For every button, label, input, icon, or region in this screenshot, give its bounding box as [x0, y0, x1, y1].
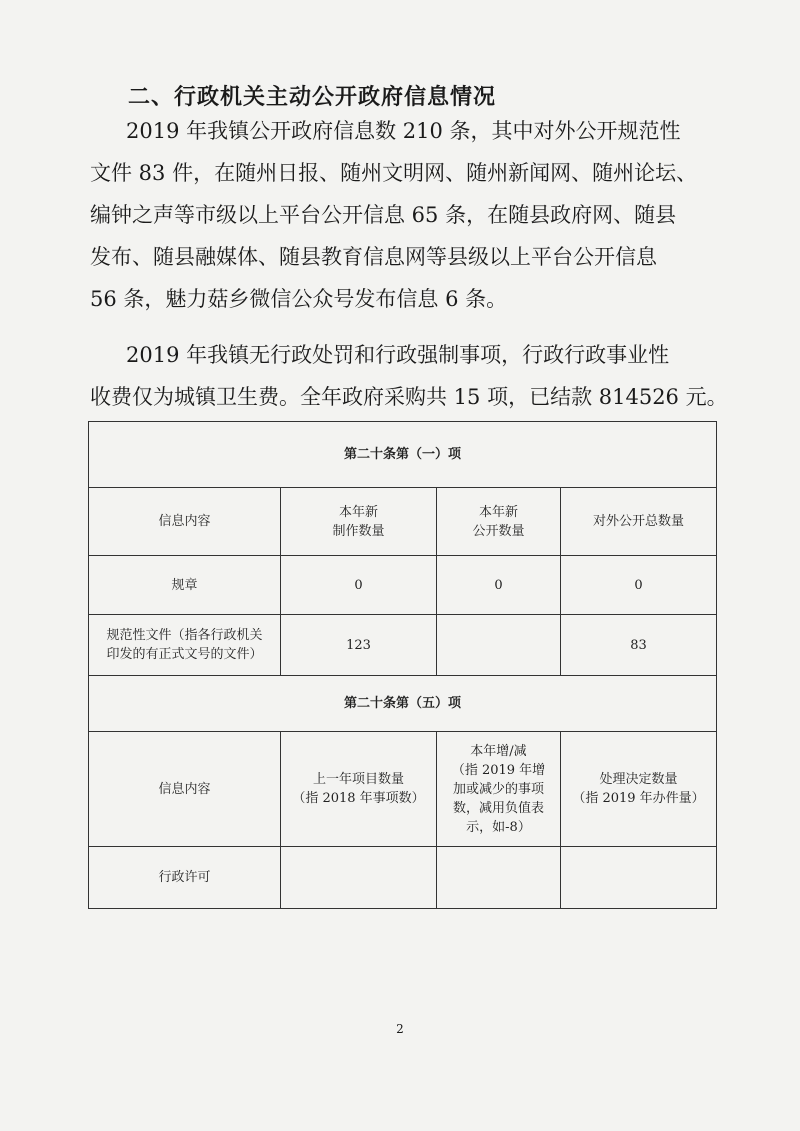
paragraph-public-info-stats — [90, 110, 730, 320]
col-header-total-public: 对外公开总数量 — [561, 488, 717, 556]
cell-new-made: 123 — [281, 615, 437, 676]
section-title-row — [89, 676, 717, 732]
paragraph-line: 2019 年我镇无行政处罚和行政强制事项，行政行政事业性 — [126, 343, 670, 367]
col-header-new-made: 本年新 制作数量 — [281, 488, 437, 556]
col-header-info-content: 信息内容 — [89, 488, 281, 556]
row-label: 规范性文件（指各行政机关 印发的有正式文号的文件） — [89, 615, 281, 676]
col-header-prev-year-count: 上一年项目数量 （指 2018 年事项数） — [281, 732, 437, 847]
col-header-decisions: 处理决定数量 （指 2019 年办件量） — [561, 732, 717, 847]
cell-change — [437, 847, 561, 909]
paragraph-line: 文件 83 件，在随州日报、随州文明网、随州新闻网、随州论坛、 — [90, 161, 698, 185]
cell-total-public: 83 — [561, 615, 717, 676]
table-row — [89, 556, 717, 615]
disclosure-table — [88, 421, 717, 909]
cell-prev-year — [281, 847, 437, 909]
row-label: 规章 — [89, 556, 281, 615]
row-label: 行政许可 — [89, 847, 281, 909]
cell-new-made: 0 — [281, 556, 437, 615]
page-number: 2 — [396, 1022, 404, 1036]
col-header-new-public: 本年新 公开数量 — [437, 488, 561, 556]
table-row — [89, 847, 717, 909]
col-header-change: 本年增/减 （指 2019 年增 加或减少的事项 数，减用负值表 示，如-8） — [437, 732, 561, 847]
header-row — [89, 732, 717, 847]
paragraph-line: 2019 年我镇公开政府信息数 210 条，其中对外公开规范性 — [126, 119, 681, 143]
header-row — [89, 488, 717, 556]
section-title-row — [89, 422, 717, 488]
col-header-info-content: 信息内容 — [89, 732, 281, 847]
paragraph-line: 56 条，魅力菇乡微信公众号发布信息 6 条。 — [90, 287, 508, 311]
section-heading: 二、行政机关主动公开政府信息情况 — [128, 85, 497, 110]
cell-new-public: 0 — [437, 556, 561, 615]
paragraph-line: 发布、随县融媒体、随县教育信息网等县级以上平台公开信息 — [90, 245, 657, 269]
paragraph-penalties-procurement — [90, 334, 730, 418]
section-title-article-20-5: 第二十条第（五）项 — [89, 676, 717, 732]
cell-decisions — [561, 847, 717, 909]
paragraph-line: 收费仅为城镇卫生费。全年政府采购共 15 项，已结款 814526 元。 — [90, 385, 728, 409]
paragraph-line: 编钟之声等市级以上平台公开信息 65 条，在随县政府网、随县 — [90, 203, 677, 227]
cell-new-public — [437, 615, 561, 676]
cell-total-public: 0 — [561, 556, 717, 615]
section-title-article-20-1: 第二十条第（一）项 — [89, 422, 717, 488]
table-row — [89, 615, 717, 676]
